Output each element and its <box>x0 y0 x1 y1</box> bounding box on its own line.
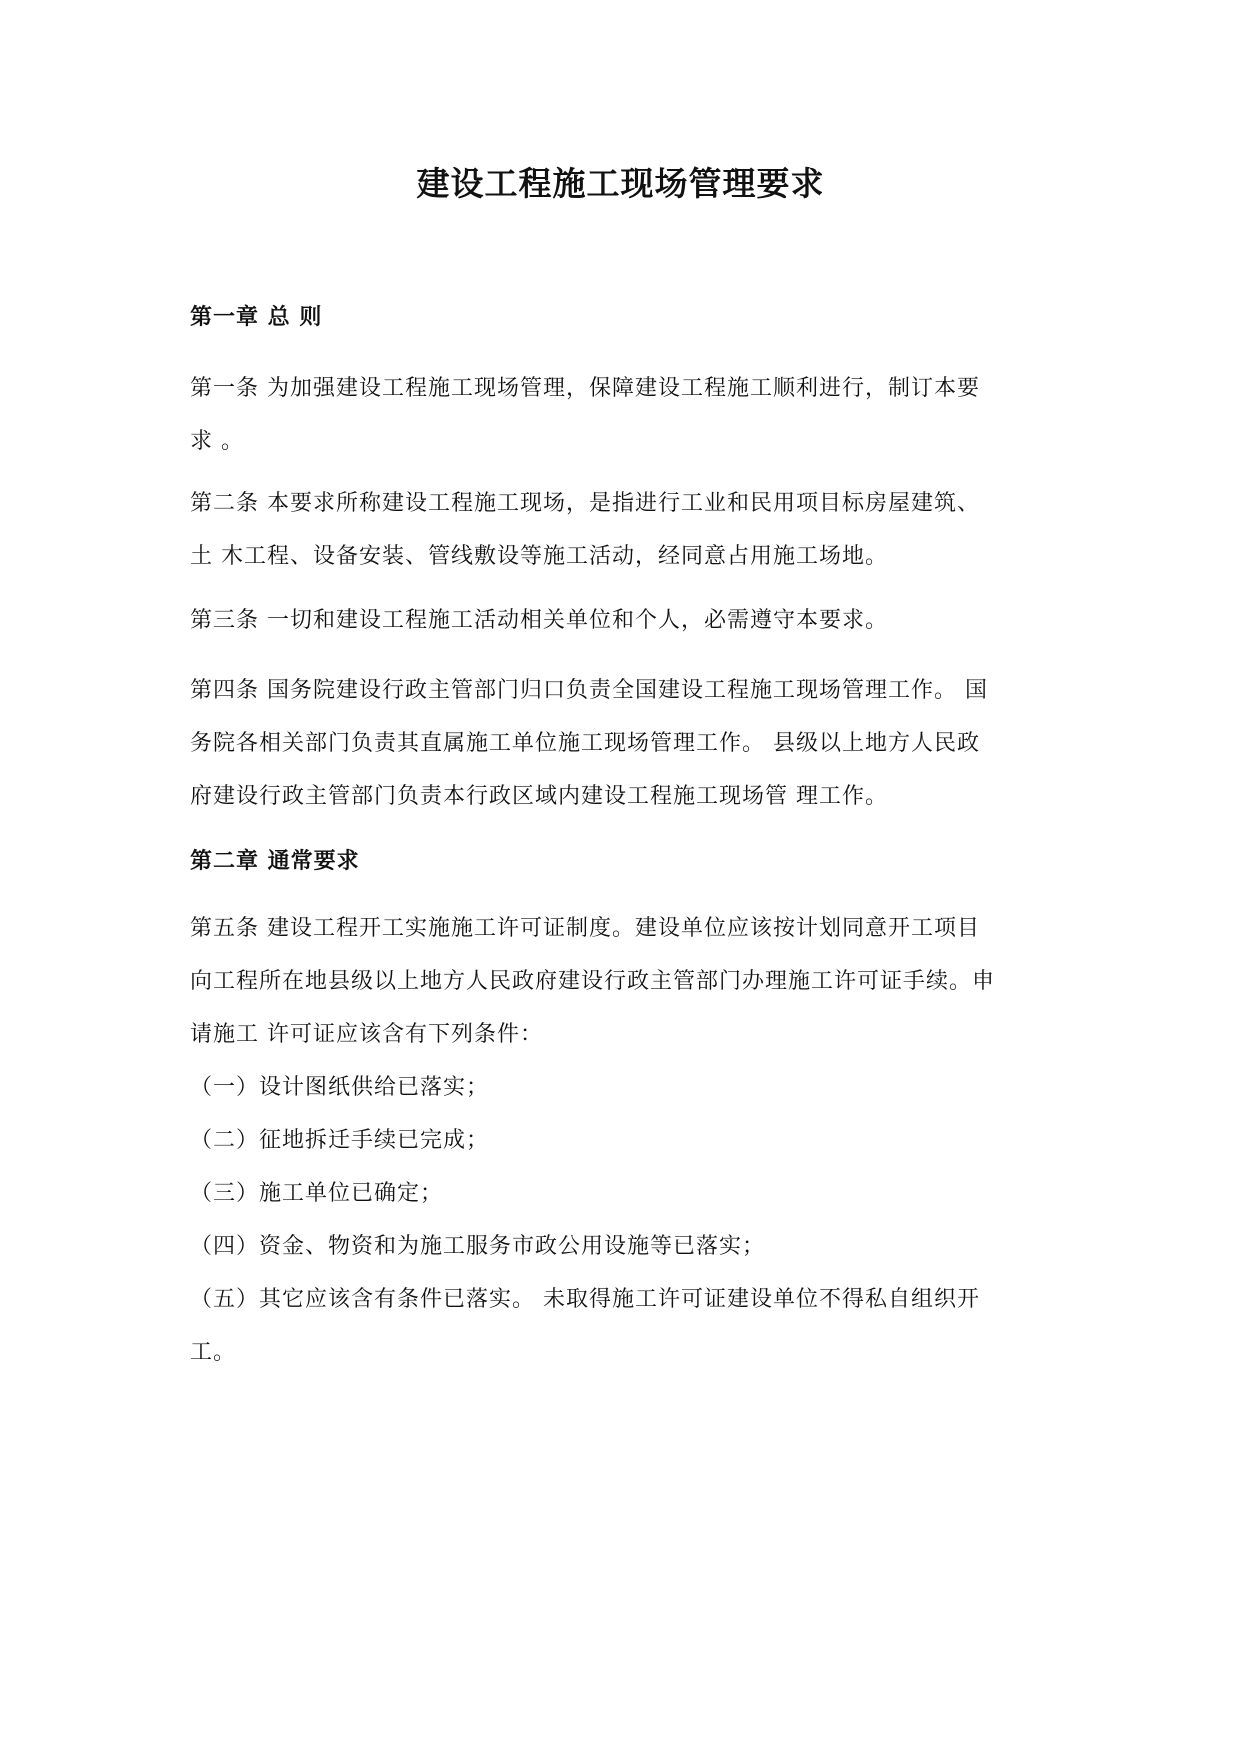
article-5-line-1: 第五条 建设工程开工实施施工许可证制度。建设单位应该按计划同意开工项目 <box>190 916 980 941</box>
document-title: 建设工程施工现场管理要求 <box>416 164 825 203</box>
article-4-line-1: 第四条 国务院建设行政主管部门归口负责全国建设工程施工现场管理工作。 国 <box>190 678 988 703</box>
article-5-item-3: （三）施工单位已确定； <box>190 1181 444 1206</box>
article-4-line-3: 府建设行政主管部门负责本行政区域内建设工程施工现场管 理工作。 <box>190 784 888 809</box>
article-3 <box>190 594 1070 647</box>
article-2-line-2: 土 木工程、设备安装、管线敷设等施工活动，经同意占用施工场地。 <box>190 544 888 569</box>
article-5-item-5-cont: 工。 <box>190 1340 237 1365</box>
article-5-item-2: （二）征地拆迁手续已完成； <box>190 1128 490 1153</box>
article-4 <box>190 664 1070 823</box>
chapter-2-heading: 第二章 通常要求 <box>190 848 360 874</box>
article-2 <box>190 477 1070 583</box>
article-5-item-5: （五）其它应该含有条件已落实。 未取得施工许可证建设单位不得私自组织开 <box>190 1287 980 1312</box>
article-5-line-3: 请施工 许可证应该含有下列条件： <box>190 1022 543 1047</box>
article-1-line-2: 求 。 <box>190 429 244 454</box>
article-5-item-1: （一）设计图纸供给已落实； <box>190 1075 490 1100</box>
article-1 <box>190 362 1070 468</box>
article-5-line-2: 向工程所在地县级以上地方人民政府建设行政主管部门办理施工许可证手续。申 <box>190 969 996 994</box>
article-3-line-1: 第三条 一切和建设工程施工活动相关单位和个人，必需遵守本要求。 <box>190 608 888 633</box>
article-5 <box>190 902 1070 1379</box>
article-5-item-4: （四）资金、物资和为施工服务市政公用设施等已落实； <box>190 1234 766 1259</box>
article-4-line-2: 务院各相关部门负责其直属施工单位施工现场管理工作。 县级以上地方人民政 <box>190 731 980 756</box>
chapter-1-heading: 第一章 总 则 <box>190 304 323 330</box>
article-1-line-1: 第一条 为加强建设工程施工现场管理，保障建设工程施工顺利进行，制订本要 <box>190 376 980 401</box>
article-2-line-1: 第二条 本要求所称建设工程施工现场，是指进行工业和民用项目标房屋建筑、 <box>190 491 980 516</box>
